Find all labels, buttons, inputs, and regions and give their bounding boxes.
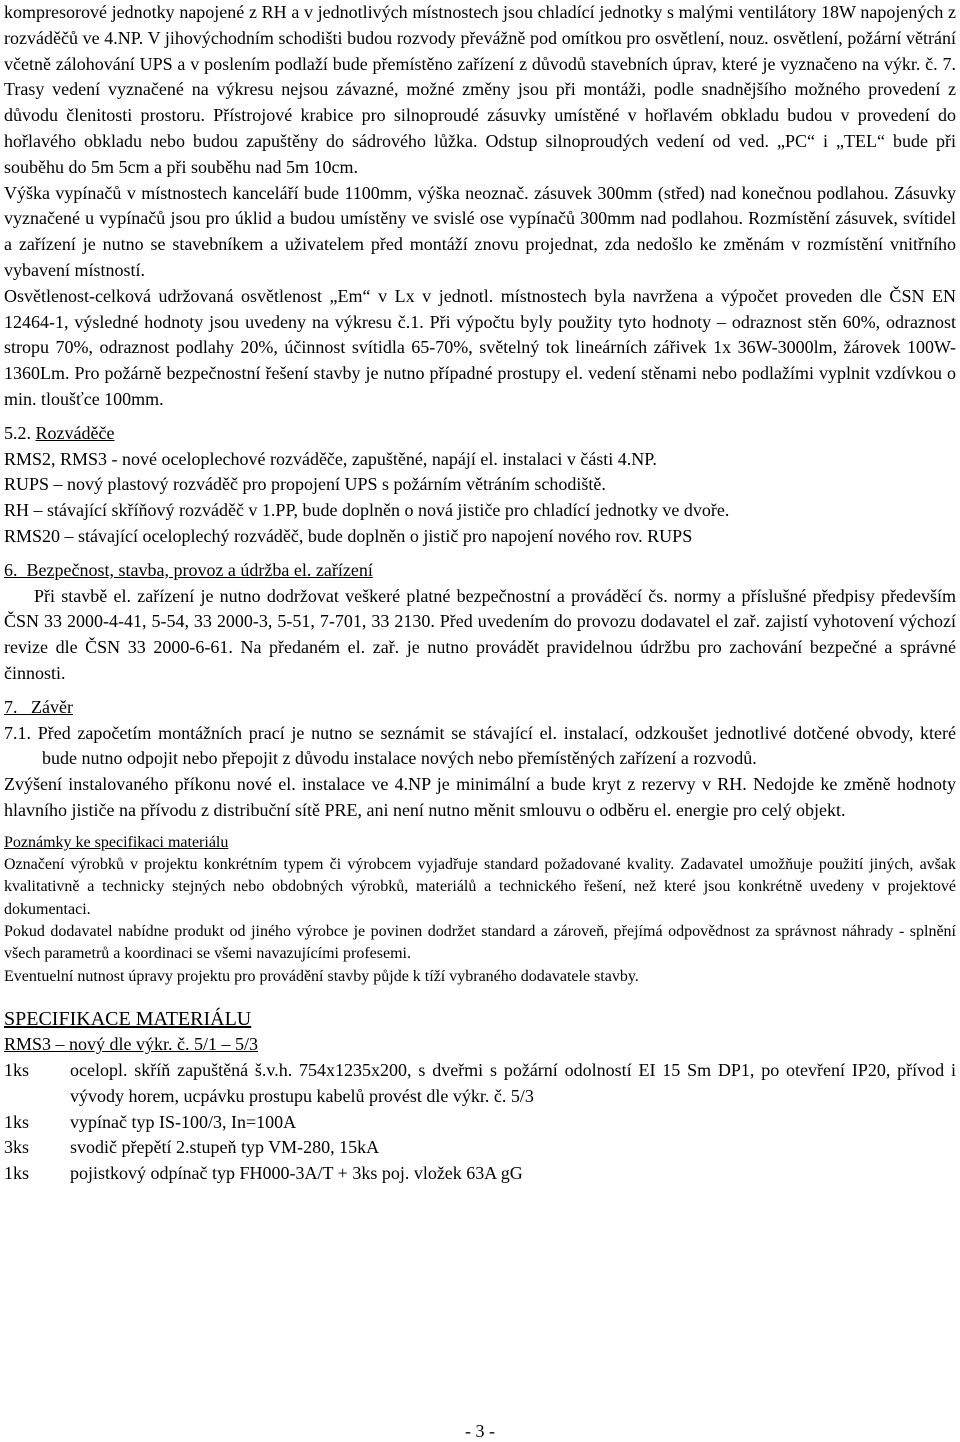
notes-paragraph-3: Eventuelní nutnost úpravy projektu pro provádění stavby půjde k tíží vybraného dodavatele stavby. — [4, 967, 639, 985]
spec-item-qty: 1ks — [4, 1163, 30, 1184]
section-5-2-heading — [4, 421, 956, 447]
spec-item — [4, 1135, 956, 1161]
section-7-text-2: Zvýšení instalovaného příkonu nové el. instalace ve 4.NP je minimální a bude kryt z rezervy v RH. Nedojde ke změně hodnoty hlavního jističe na přívodu z distribuční sítě PRE, ani není nutno měnit smlouvu o odběru el. energie pro celý objekt. — [4, 774, 956, 820]
spec-item-desc: vypínač typ IS-100/3, In=100A — [70, 1111, 297, 1132]
spec-item-desc: svodič přepětí 2.stupeň typ VM-280, 15kA — [70, 1137, 380, 1158]
body-paragraph-3: Osvětlenost-celková udržovaná osvětlenost „Em“ v Lx v jednotl. místnostech byla navržena a výpočet proveden dle ČSN EN 12464-1, výsledné hodnoty jsou uvedeny na výkresu č.1. Při výpočtu byly použity tyto hodnoty – odraznost stěn 60%, odraznost stropu 70%, odraznost podlahy 20%, účinnost svítidla 65-70%, světelný tok lineárních zářivek 1x 36W-3000lm, žárovek 100W-1360Lm. Pro požárně bezpečnostní řešení stavby je nutno případné prostupy el. vedení stěnami nebo podlažími vyplnit vzdívkou o min. tloušťce 100mm. — [4, 285, 956, 409]
section-6-number: 6. — [4, 559, 18, 580]
spec-item-qty: 3ks — [4, 1137, 30, 1158]
section-7-number: 7. — [4, 696, 18, 717]
section-7-1-text: 7.1. Před započetím montážních prací je nutno se seznámit se stávající el. instalací, odzkoušet jednotlivé dotčené obvody, které bude nutno odpojit nebo přepojit z důvodu instalace nových nebo přemístěných zařízení a rozvodů. — [4, 722, 956, 769]
spec-subtitle: RMS3 – nový dle výkr. č. 5/1 – 5/3 — [4, 1034, 259, 1055]
body-paragraph-1: kompresorové jednotky napojené z RH a v jednotlivých místnostech jsou chladící jednotky s malými ventilátory 18W napojených z rozváděčů ve 4.NP. V jihovýchodním schodišti budou rozvody převážně pod omítkou pro osvětlení, nouz. osvětlení, požární větrání včetně zálohování UPS a v poslením podlaží bude přemístěno zařízení z důvodů stavebních úprav, které je vyznačeno na výkr. č. 7. Trasy vedení vyznačené na výkresu nejsou závazné, možné změny jsou při montáži, podle snadnějšího možného provedení z důvodu členitosti prostoru. Přístrojové krabice pro silnoproudé zásuvky umístěné v hořlavém obkladu budou v provedení do hořlavého obkladu nebo budou zapuštěny do sádrového lůžka. Odstup silnoproudých vedení od ved. „PC“ i „TEL“ bude při souběhu do 5m 5cm a při souběhu nad 5m 10cm. — [4, 2, 956, 177]
switchboard-line-2: RUPS – nový plastový rozváděč pro propojení UPS s požárním větráním schodiště. — [4, 474, 606, 495]
spec-item — [4, 1110, 956, 1136]
switchboard-line-3: RH – stávající skříňový rozváděč v 1.PP, bude doplněn o nová jističe pro chladící jednotky ve dvoře. — [4, 500, 730, 521]
section-7-title: Závěr — [31, 696, 73, 717]
spec-title: SPECIFIKACE MATERIÁLU — [4, 1008, 252, 1031]
section-7-heading — [4, 695, 956, 721]
body-paragraph-2: Výška vypínačů v místnostech kanceláří bude 1100mm, výška neoznač. zásuvek 300mm (střed) nad konečnou podlahou. Zásuvky vyznačené u vypínačů jsou pro úklid a budou umístěny ve svislé ose vypínačů 300mm nad podlahou. Rozmístění zásuvek, svítidel a zařízení je nutno se stavebníkem a uživatelem před montáží znovu projednat, zda nedošlo ke změnám v rozmístění vnitřního vybavení místností. — [4, 182, 956, 280]
spec-item-desc: ocelopl. skříň zapuštěná š.v.h. 754x1235x200, s dveřmi s požární odolností EI 15 Sm DP1, po otevření IP20, přívod i vývody horem, ucpávku prostupu kabelů provést dle výkr. č. 5/3 — [70, 1059, 956, 1106]
switchboard-line-4: RMS20 – stávající oceloplechý rozváděč, bude doplněn o jistič pro napojení nového rov. RUPS — [4, 525, 693, 546]
section-6-heading — [4, 558, 956, 584]
notes-paragraph-1: Označení výrobků v projektu konkrétním typem či výrobcem vyjadřuje standard požadované kvality. Zadavatel umožňuje použití jiných, avšak kvalitativně a technicky stejných nebo obdobných výrobků, materiálů a technického řešení, než které jsou konkrétně uvedeny v projektové dokumentaci. — [4, 855, 956, 918]
section-6-text: Při stavbě el. zařízení je nutno dodržovat veškeré platné bezpečnostní a prováděcí čs. normy a příslušné předpisy především ČSN 33 2000-4-41, 5-54, 33 2000-3, 5-51, 7-701, 33 2130. Před uvedením do provozu dodavatel el zař. zajistí vyhotovení výchozí revize dle ČSN 33 2000-6-61. Na předaném el. zař. je nutno provádět pravidelnou údržbu pro zachování bezpečné a správné činnosti. — [4, 585, 956, 683]
spec-item-qty: 1ks — [4, 1111, 30, 1132]
section-6-title: Bezpečnost, stavba, provoz a údržba el. zařízení — [26, 559, 373, 580]
notes-heading: Poznámky ke specifikaci materiálu — [4, 833, 229, 851]
spec-item — [4, 1161, 956, 1187]
section-5-2-title: Rozváděče — [35, 422, 115, 443]
spec-item-qty: 1ks — [4, 1059, 30, 1080]
switchboard-line-1: RMS2, RMS3 - nové oceloplechové rozváděče, zapuštěné, napájí el. instalaci v části 4.NP. — [4, 448, 657, 469]
page-number: - 3 - — [465, 1421, 495, 1441]
notes-paragraph-2: Pokud dodavatel nabídne produkt od jiného výrobce je povinen dodržet standard a zároveň, přejímá odpovědnost za správnost náhrady - splnění všech parametrů a koordinaci se všemi navazujícími profesemi. — [4, 922, 956, 963]
spec-item — [4, 1058, 956, 1110]
section-5-2-number: 5.2. — [4, 422, 31, 443]
spec-item-desc: pojistkový odpínač typ FH000-3A/T + 3ks poj. vložek 63A gG — [70, 1163, 523, 1184]
document-page — [4, 0, 956, 1187]
